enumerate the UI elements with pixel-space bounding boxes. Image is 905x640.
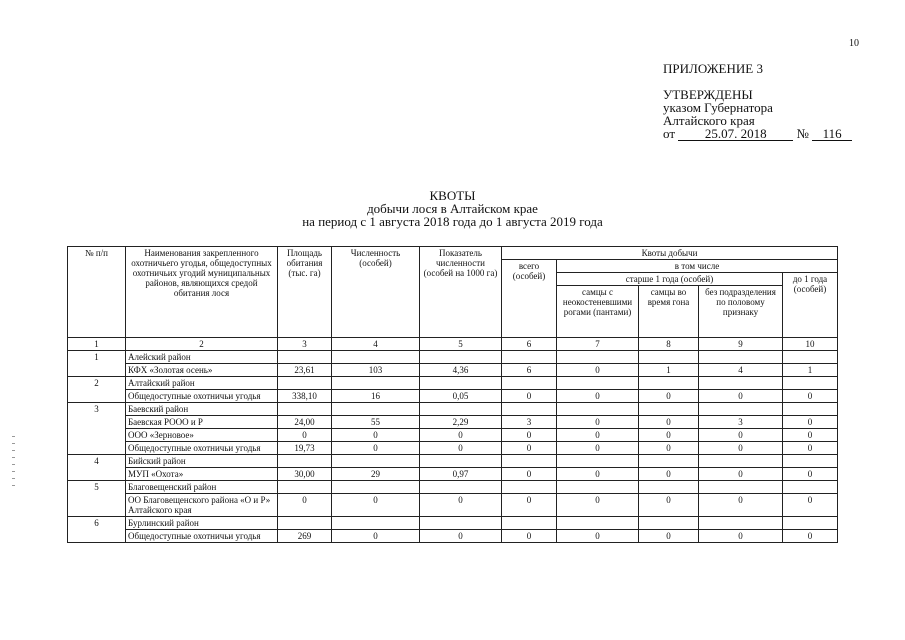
empty-cell (420, 481, 502, 494)
scan-margin-marks (8, 430, 22, 510)
approval-date: 25.07. 2018 (678, 128, 793, 141)
district-name: Бурлинский район (126, 517, 278, 530)
district-row (68, 455, 838, 468)
empty-cell (502, 517, 557, 530)
value-cell: 0 (557, 494, 639, 517)
value-cell: 23,61 (278, 364, 332, 377)
value-cell: 0 (783, 494, 838, 517)
empty-cell (639, 403, 699, 416)
value-cell: 0 (332, 494, 420, 517)
district-name: Алтайский район (126, 377, 278, 390)
empty-cell (699, 455, 783, 468)
approval-number: 116 (812, 128, 852, 141)
column-numbers-row (68, 338, 838, 351)
empty-cell (420, 377, 502, 390)
value-cell: 0 (639, 416, 699, 429)
value-cell: 1 (783, 364, 838, 377)
value-cell: 24,00 (278, 416, 332, 429)
col-number: 3 (278, 338, 332, 351)
value-cell: 0 (557, 416, 639, 429)
empty-cell (639, 351, 699, 364)
table-row (68, 390, 838, 403)
quota-table (67, 246, 838, 543)
header-no-sex: без подразделения по половому признаку (699, 286, 783, 338)
approval-block (663, 88, 852, 141)
value-cell: 0 (502, 429, 557, 442)
value-cell: 0 (639, 390, 699, 403)
empty-cell (783, 481, 838, 494)
empty-cell (783, 403, 838, 416)
hunting-ground-name: КФХ «Золотая осень» (126, 364, 278, 377)
value-cell: 0 (699, 442, 783, 455)
value-cell: 0 (639, 494, 699, 517)
district-name: Благовещенский район (126, 481, 278, 494)
hunting-ground-name: ООО «Зерновое» (126, 429, 278, 442)
empty-cell (639, 377, 699, 390)
value-cell: 103 (332, 364, 420, 377)
table-row (68, 416, 838, 429)
value-cell: 0 (502, 390, 557, 403)
value-cell: 338,10 (278, 390, 332, 403)
value-cell: 0 (502, 494, 557, 517)
value-cell: 0 (557, 429, 639, 442)
value-cell: 55 (332, 416, 420, 429)
table-row (68, 442, 838, 455)
value-cell: 6 (502, 364, 557, 377)
value-cell: 0 (699, 429, 783, 442)
header-population: Численность (особей) (332, 247, 420, 338)
empty-cell (557, 377, 639, 390)
empty-cell (332, 351, 420, 364)
header-area: Площадь обитания (тыс. га) (278, 247, 332, 338)
approved-by: указом Губернатора (663, 100, 773, 115)
value-cell: 0 (332, 530, 420, 543)
empty-cell (332, 455, 420, 468)
value-cell: 3 (699, 416, 783, 429)
value-cell: 29 (332, 468, 420, 481)
empty-cell (420, 517, 502, 530)
value-cell: 0 (420, 530, 502, 543)
empty-cell (639, 455, 699, 468)
value-cell: 0 (639, 530, 699, 543)
appendix-heading: ПРИЛОЖЕНИЕ 3 (663, 61, 763, 76)
col-number: 5 (420, 338, 502, 351)
value-cell: 4 (699, 364, 783, 377)
header-young: до 1 года (особей) (783, 273, 838, 338)
value-cell: 0 (699, 468, 783, 481)
empty-cell (639, 517, 699, 530)
empty-cell (278, 455, 332, 468)
district-row (68, 403, 838, 416)
table-row (68, 364, 838, 377)
empty-cell (639, 481, 699, 494)
col-number: 6 (502, 338, 557, 351)
value-cell: 0 (783, 429, 838, 442)
value-cell: 0 (278, 494, 332, 517)
value-cell: 0 (557, 364, 639, 377)
header-name: Наименования закрепленного охотничьего угодья, общедоступных охотничьих угодий муниципальных районов, являющихся средой обитания лося (126, 247, 278, 338)
value-cell: 0 (699, 390, 783, 403)
value-cell: 0 (420, 429, 502, 442)
col-number: 8 (639, 338, 699, 351)
empty-cell (332, 377, 420, 390)
value-cell: 0 (557, 530, 639, 543)
col-number: 10 (783, 338, 838, 351)
district-row (68, 481, 838, 494)
empty-cell (332, 481, 420, 494)
empty-cell (557, 455, 639, 468)
from-label: от (663, 126, 676, 141)
empty-cell (278, 403, 332, 416)
district-row (68, 351, 838, 364)
district-row (68, 377, 838, 390)
empty-cell (420, 351, 502, 364)
header-including: в том числе (557, 260, 838, 273)
row-number: 4 (68, 455, 126, 481)
hunting-ground-name: МУП «Охота» (126, 468, 278, 481)
value-cell: 0 (783, 530, 838, 543)
value-cell: 0 (783, 468, 838, 481)
district-name: Бийский район (126, 455, 278, 468)
row-number: 2 (68, 377, 126, 403)
col-number: 2 (126, 338, 278, 351)
header-males-antlers: самцы с неокостеневшими рогами (пантами) (557, 286, 639, 338)
district-name: Алейский район (126, 351, 278, 364)
empty-cell (278, 377, 332, 390)
empty-cell (699, 517, 783, 530)
col-number: 4 (332, 338, 420, 351)
value-cell: 0 (332, 442, 420, 455)
value-cell: 0 (502, 530, 557, 543)
approval-date-line (663, 127, 852, 141)
empty-cell (783, 517, 838, 530)
value-cell: 0 (639, 442, 699, 455)
empty-cell (783, 377, 838, 390)
empty-cell (502, 377, 557, 390)
row-number: 1 (68, 351, 126, 377)
value-cell: 0 (557, 390, 639, 403)
hunting-ground-name: Общедоступные охотничьи угодья (126, 390, 278, 403)
district-row (68, 517, 838, 530)
empty-cell (699, 481, 783, 494)
value-cell: 2,29 (420, 416, 502, 429)
value-cell: 0 (502, 468, 557, 481)
title-line-1: КВОТЫ (429, 188, 476, 203)
value-cell: 19,73 (278, 442, 332, 455)
value-cell: 0 (699, 530, 783, 543)
value-cell: 1 (639, 364, 699, 377)
hunting-ground-name: ОО Благовещенского района «О и Р» Алтайского края (126, 494, 278, 517)
header-older: старше 1 года (особей) (557, 273, 783, 286)
approved-label: УТВЕРЖДЕНЫ (663, 87, 753, 102)
value-cell: 0,05 (420, 390, 502, 403)
value-cell: 0 (420, 494, 502, 517)
header-males-rut: самцы во время гона (639, 286, 699, 338)
header-density: Показатель численности (особей на 1000 га) (420, 247, 502, 338)
row-number: 5 (68, 481, 126, 517)
value-cell: 0 (557, 468, 639, 481)
value-cell: 0 (783, 390, 838, 403)
empty-cell (502, 481, 557, 494)
empty-cell (699, 403, 783, 416)
empty-cell (332, 517, 420, 530)
value-cell: 0 (557, 442, 639, 455)
empty-cell (278, 481, 332, 494)
table-row (68, 429, 838, 442)
empty-cell (278, 351, 332, 364)
col-number: 9 (699, 338, 783, 351)
value-cell: 0,97 (420, 468, 502, 481)
hunting-ground-name: Баевская РООО и Р (126, 416, 278, 429)
number-label: № (796, 126, 809, 141)
value-cell: 0 (502, 442, 557, 455)
value-cell: 16 (332, 390, 420, 403)
value-cell: 3 (502, 416, 557, 429)
empty-cell (557, 351, 639, 364)
empty-cell (557, 517, 639, 530)
header-total: всего (особей) (502, 260, 557, 338)
empty-cell (557, 481, 639, 494)
empty-cell (332, 403, 420, 416)
value-cell: 0 (420, 442, 502, 455)
empty-cell (502, 403, 557, 416)
row-number: 3 (68, 403, 126, 455)
value-cell: 4,36 (420, 364, 502, 377)
table-row (68, 494, 838, 517)
header-quotas: Квоты добычи (502, 247, 838, 260)
value-cell: 0 (332, 429, 420, 442)
table-body (68, 351, 838, 543)
row-number: 6 (68, 517, 126, 543)
value-cell: 0 (783, 416, 838, 429)
col-number: 7 (557, 338, 639, 351)
value-cell: 0 (699, 494, 783, 517)
district-name: Баевский район (126, 403, 278, 416)
page-number: 10 (849, 38, 859, 49)
title-line-2: добычи лося в Алтайском крае (367, 201, 538, 216)
header-num: № п/п (68, 247, 126, 338)
value-cell: 0 (783, 442, 838, 455)
col-number: 1 (68, 338, 126, 351)
approved-region: Алтайского края (663, 113, 755, 128)
empty-cell (783, 351, 838, 364)
empty-cell (502, 455, 557, 468)
table-row (68, 468, 838, 481)
empty-cell (502, 351, 557, 364)
empty-cell (420, 403, 502, 416)
empty-cell (699, 377, 783, 390)
table-row (68, 530, 838, 543)
empty-cell (557, 403, 639, 416)
empty-cell (699, 351, 783, 364)
value-cell: 0 (639, 429, 699, 442)
title-line-3: на период с 1 августа 2018 года до 1 августа 2019 года (302, 214, 603, 229)
document-title (0, 189, 905, 228)
empty-cell (783, 455, 838, 468)
value-cell: 0 (639, 468, 699, 481)
value-cell: 0 (278, 429, 332, 442)
empty-cell (278, 517, 332, 530)
hunting-ground-name: Общедоступные охотничьи угодья (126, 530, 278, 543)
value-cell: 269 (278, 530, 332, 543)
empty-cell (420, 455, 502, 468)
hunting-ground-name: Общедоступные охотничьи угодья (126, 442, 278, 455)
value-cell: 30,00 (278, 468, 332, 481)
